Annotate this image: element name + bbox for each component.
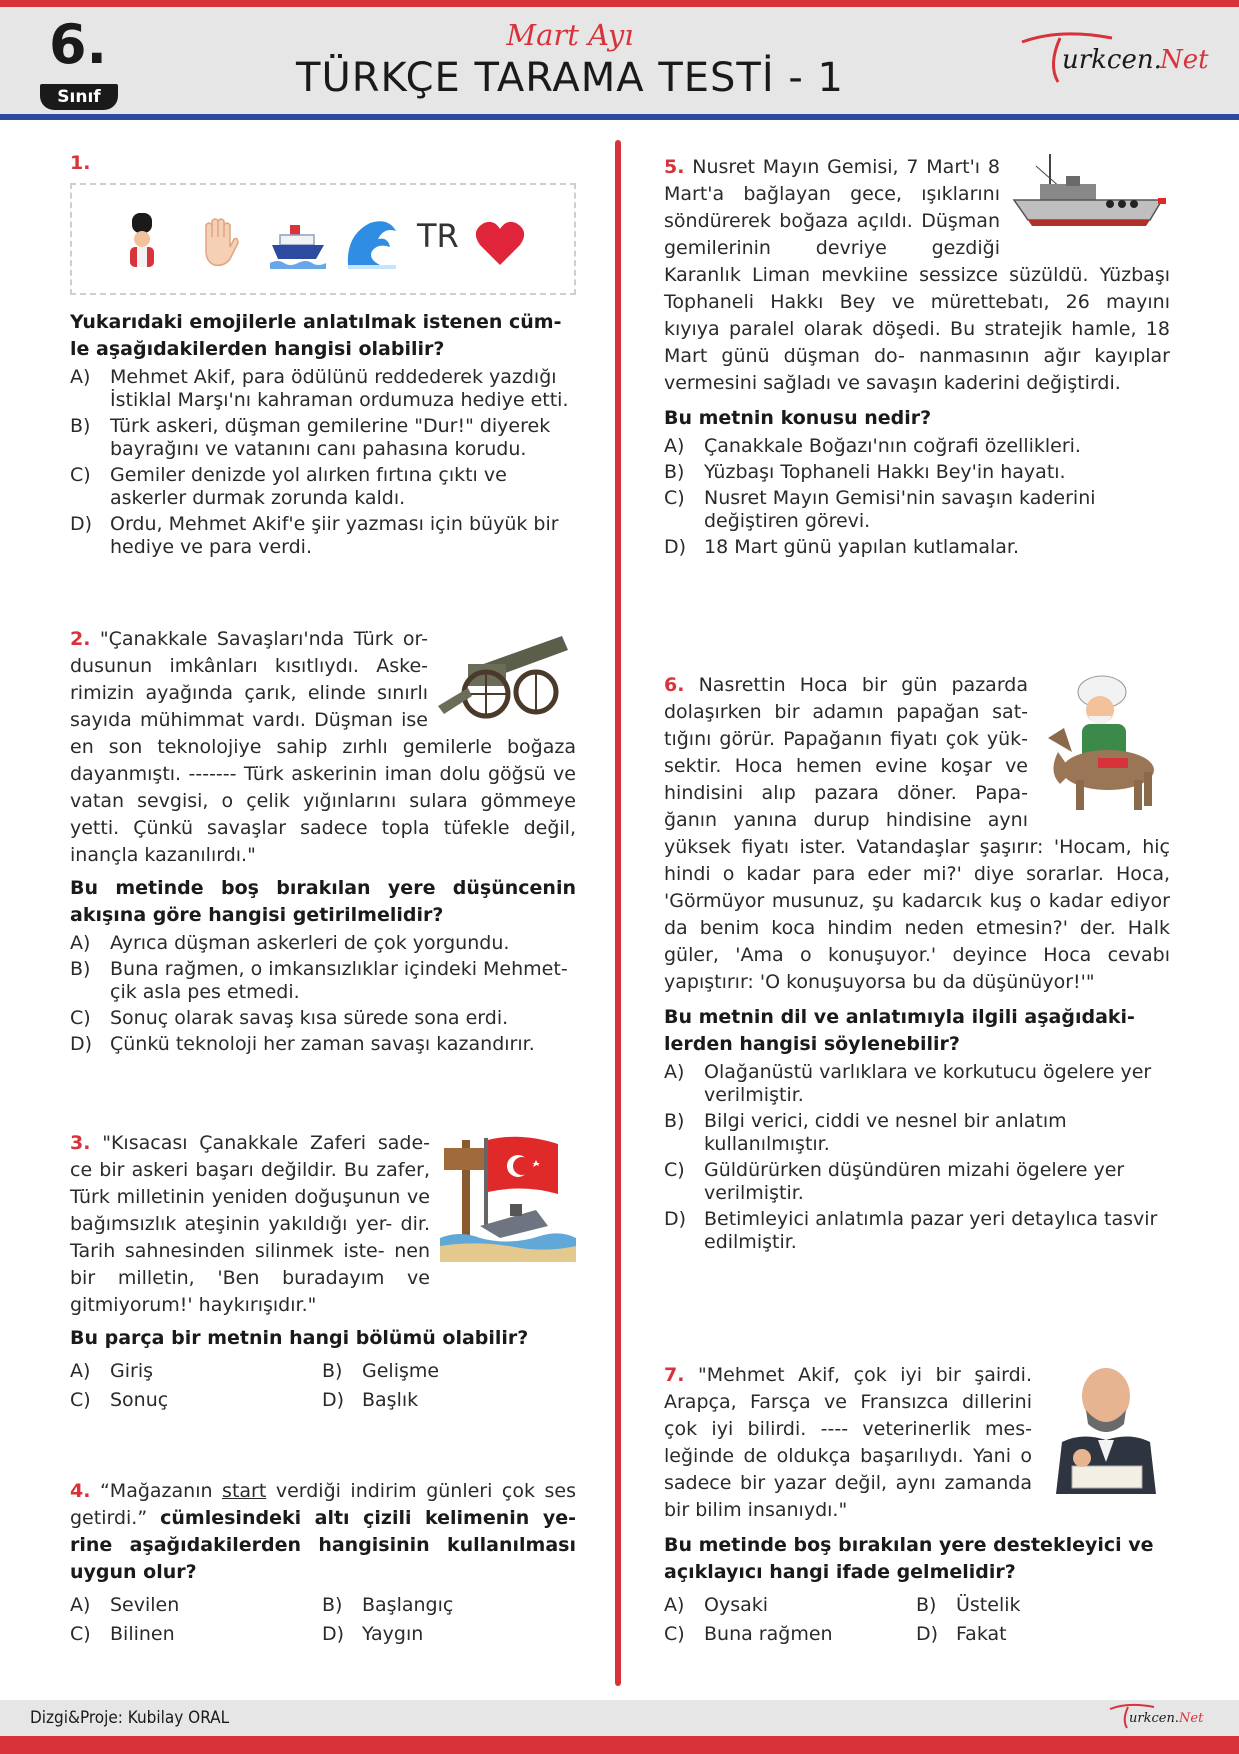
question-number: 1. [70, 152, 91, 174]
question-stem: Bu metinde boş bırakılan yere düşüncenin akışına göre hangisi getirilmelidir? [70, 877, 576, 926]
option-c[interactable]: C) Gemiler denizde yol alırken fırtına çıktı ve askerler durmak zorunda kaldı. [70, 464, 507, 509]
passage: Nasrettin Hoca bir gün pazarda dolaşırken bir adamın papağan sat- tığını görür. Papağanın fiyatı çok yük- sektir. Hoca hemen evine koşar ve hindisini alıp pazara döner. Papa- ğanın yanına durup hindisine aynı yüksek fiyatı ister. Vatandaşlar şaşırır: 'Hocam, hiç hindi o kadar para eder mi?' diye sorarlar. Hoca, 'Görmüyor musunuz, şu kadarcık kuş o kadar ediyor da benim koca hindim neden etmesin?' der. Halk güler, 'Ama o konuşuyor.' deyince Hoca cevabı yapıştırır: 'O konuşuyorsa bu da düşünüyor!'" [664, 674, 1170, 993]
nusret-ship-image [1010, 154, 1170, 236]
question-number: 4. [70, 1480, 91, 1502]
option-a[interactable]: A) Giriş [70, 1360, 153, 1382]
option-b[interactable]: B) Türk askeri, düşman gemilerine "Dur!" diyerek bayrağını ve vatanını canı pahasına korudu. [70, 415, 551, 460]
option-a[interactable]: A) Oysaki [664, 1594, 769, 1616]
cannon-image [438, 626, 576, 722]
passage: "Kısacası Çanakkale Zaferi sade- ce bir askeri başarı değildir. Bu zafer, Türk milletinin yeniden doğuşunun ve bağımsızlık ateşinin yakıldığı yer- dir. Tarih sahnesinden silinmek iste- nen bir milletin, 'Ben buradayım ve gitmiyorum!' haykırışıdır." [70, 1132, 430, 1316]
option-a[interactable]: A) Çanakkale Boğazı'nın coğrafi özellikleri. [664, 435, 1081, 457]
question-stem: Yukarıdaki emojilerle anlatılmak istenen cüm- le aşağıdakilerden hangisi olabilir? [70, 311, 562, 360]
option-b[interactable]: B) Gelişme [322, 1360, 440, 1382]
option-c[interactable]: C) Sonuç olarak savaş kısa sürede sona erdi. [70, 1007, 509, 1029]
footer-credit: Dizgi&Proje: Kubilay ORAL [30, 1708, 230, 1728]
question-2 [70, 626, 576, 1056]
flag-signpost-image [440, 1130, 576, 1262]
question-5 [664, 154, 1170, 559]
option-a[interactable]: A) Ayrıca düşman askerleri de çok yorgundu. [70, 932, 510, 954]
option-a[interactable]: A) Mehmet Akif, para ödülünü reddederek yazdığı İstiklal Marşı'nı kahraman ordumuza hediye etti. [70, 366, 569, 411]
option-d[interactable]: D) Fakat [916, 1623, 1007, 1645]
option-d[interactable]: D) Yaygın [322, 1623, 424, 1645]
header-underline [0, 114, 1239, 120]
grade-label: Sınıf [40, 84, 118, 110]
svg-text:urkcen.: urkcen. [1129, 1711, 1179, 1726]
option-b[interactable]: B) Bilgi verici, ciddi ve nesnel bir anlatım kullanılmıştır. [664, 1110, 1067, 1155]
option-c[interactable]: C) Nusret Mayın Gemisi'nin savaşın kaderini değiştiren görevi. [664, 487, 1096, 532]
option-c[interactable]: C) Buna rağmen [664, 1623, 833, 1645]
heart-icon [474, 219, 526, 267]
emoji-strip [70, 183, 576, 295]
question-1 [70, 150, 576, 559]
option-c[interactable]: C) Bilinen [70, 1623, 175, 1645]
passage: "Çanakkale Savaşları'nda Türk or- dusunun imkânları kısıtlıydı. Aske- rimizin ayağında çarık, elinde sınırlı sayıda mühimmat vardı. Düşman ise en son teknolojiye sahip zırhlı gemilerle boğaza dayanmıştı. ------- Türk askerinin iman dolu göğsü ve vatan sevgisi, o çelik yığınlarını sulara gömmeye yetti. Çünkü savaşlar sadece topla tüfekle değil, inançla kazanılırdı." [70, 628, 576, 866]
underlined-word: start [222, 1480, 267, 1502]
option-d[interactable]: D) Başlık [322, 1389, 419, 1411]
question-7 [664, 1362, 1170, 1648]
page-title: TÜRKÇE TARAMA TESTİ - 1 [296, 55, 844, 101]
question-number: 3. [70, 1132, 91, 1154]
passage: Nusret Mayın Gemisi, 7 Mart'ı 8 Mart'a bağlayan gece, ışıklarını söndürerek boğaza açıldı. Düşman gemilerinin devriye gezdiği Karanlık Liman mevkiine sessizce süzüldü. Yüzbaşı Tophaneli Hakkı Bey ve mürettebatı, 26 mayını kıyıya paralel olarak döşedi. Bu stratejik hamle, 18 Mart günü düşman do- nanmasının ağır kayıplar vermesini sağladı ve savaşın kaderini değiştirdi. [664, 156, 1170, 394]
option-a[interactable]: A) Sevilen [70, 1594, 180, 1616]
tr-text: TR [417, 217, 459, 255]
column-divider [615, 140, 621, 1686]
question-stem: Bu metinde boş bırakılan yere destekleyici ve açıklayıcı hangi ifade gelmelidir? [664, 1534, 1154, 1583]
option-d[interactable]: D) Çünkü teknoloji her zaman savaşı kazandırır. [70, 1033, 535, 1055]
option-c[interactable]: C) Sonuç [70, 1389, 169, 1411]
question-stem: Bu parça bir metnin hangi bölümü olabilir? [70, 1327, 529, 1349]
question-stem: Bu metnin konusu nedir? [664, 407, 932, 429]
svg-text:Net: Net [1160, 45, 1209, 75]
question-number: 6. [664, 674, 685, 696]
footer-logo [1108, 1702, 1208, 1732]
wave-icon [344, 215, 398, 269]
option-b[interactable]: B) Başlangıç [322, 1594, 454, 1616]
month-label: Mart Ayı [506, 18, 634, 52]
option-d[interactable]: D) Ordu, Mehmet Akif'e şiir yazması için büyük bir hediye ve para verdi. [70, 513, 559, 558]
option-a[interactable]: A) Olağanüstü varlıklara ve korkutucu ögelere yer verilmiştir. [664, 1061, 1152, 1106]
question-number: 7. [664, 1364, 685, 1386]
svg-text:urkcen.: urkcen. [1062, 45, 1162, 75]
mehmet-akif-image [1042, 1362, 1170, 1494]
option-b[interactable]: B) Üstelik [916, 1594, 1021, 1616]
question-6 [664, 672, 1170, 1254]
option-d[interactable]: D) Betimleyici anlatımla pazar yeri detaylıca tasvir edilmiştir. [664, 1208, 1158, 1253]
option-c[interactable]: C) Güldürürken düşündüren mizahi ögelere yer verilmiştir. [664, 1159, 1125, 1204]
nasreddin-hoca-image [1038, 672, 1170, 816]
question-3 [70, 1130, 576, 1414]
question-4: 4. “Mağazanın start verdiği indirim günleri çok ses getirdi.” cümlesindeki altı çizili kelimenin ye- rine aşağıdakilerden hangisinin kullanılması uygun olur? A) Sevilen B) Başlangıç C) Bilinen D) Yaygın [70, 1478, 576, 1648]
option-b[interactable]: B) Buna rağmen, o imkansızlıklar içindeki Mehmet- çik asla pes etmedi. [70, 958, 568, 1003]
question-number: 5. [664, 156, 685, 178]
option-b[interactable]: B) Yüzbaşı Tophaneli Hakkı Bey'in hayatı. [664, 461, 1066, 483]
soldier-emoji-icon [122, 213, 162, 269]
grade-number: 6. [48, 13, 108, 76]
raised-hand-icon [196, 217, 244, 267]
question-stem: Bu metnin dil ve anlatımıyla ilgili aşağıdaki- lerden hangisi söylenebilir? [664, 1006, 1135, 1055]
option-d[interactable]: D) 18 Mart günü yapılan kutlamalar. [664, 536, 1020, 558]
footer-accent-bar [0, 1736, 1239, 1754]
question-number: 2. [70, 628, 91, 650]
ship-icon [270, 221, 326, 269]
turkcen-logo [1020, 30, 1210, 90]
svg-text:Net: Net [1179, 1711, 1204, 1726]
passage: "Mehmet Akif, çok iyi bir şairdi. Arapça, Farsça ve Fransızca dillerini çok iyi bilirdi. ---- veterinerlik mes- leğinde de oldukça başarılıydı. Yani o sadece bir yazar değil, aynı zamanda bir bilim insanıydı." [664, 1364, 1033, 1521]
question-stem: cümlesindeki altı çizili kelimenin ye- rine aşağıdakilerden hangisinin kullanılması uygun olur? [70, 1507, 576, 1583]
top-accent-bar [0, 0, 1239, 7]
